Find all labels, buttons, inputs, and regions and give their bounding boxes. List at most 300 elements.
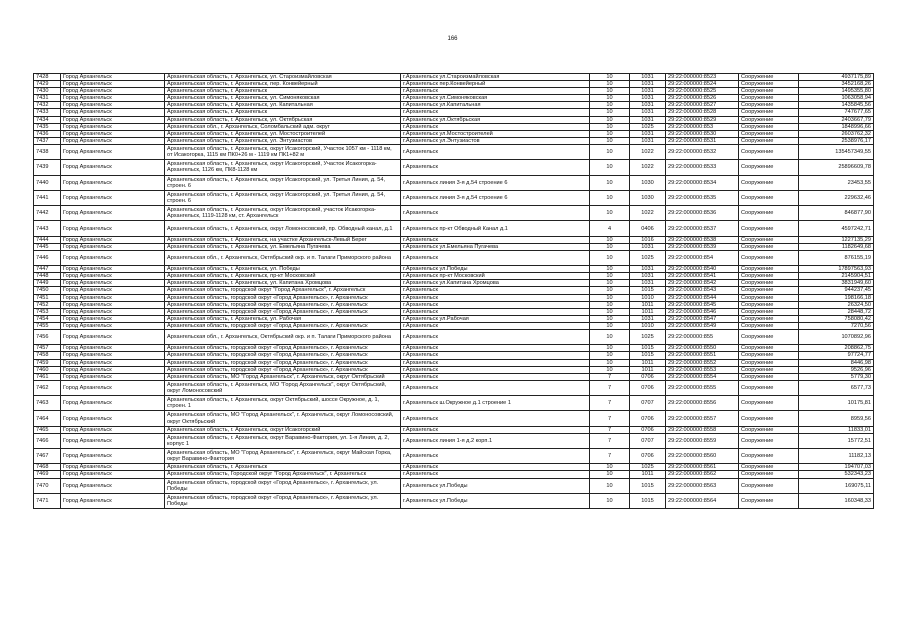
category-code-cell: 10 — [590, 144, 630, 159]
cadastral-number-cell: 29:22:000000:8561 — [666, 464, 739, 471]
table-row — [34, 433, 874, 448]
owner-cell: Город Архангельск — [61, 464, 165, 471]
cadastral-number-cell: 29:22:000000:8523 — [666, 74, 739, 81]
subcategory-code-cell: 1031 — [630, 243, 666, 250]
owner-cell: Город Архангельск — [61, 102, 165, 109]
object-type-cell: Сооружение — [739, 175, 799, 190]
amount-cell: 2145904,51 — [799, 273, 874, 280]
amount-cell: 2403667,79 — [799, 116, 874, 123]
category-code-cell: 7 — [590, 433, 630, 448]
location-cell: г.Архангельск пер.Конвейерный — [401, 81, 590, 88]
row-number-cell: 7461 — [34, 373, 61, 380]
object-type-cell: Сооружение — [739, 144, 799, 159]
cadastral-number-cell: 29:22:000000:8546 — [666, 308, 739, 315]
address-cell: Архангельская область, городской округ «Город Архангельск», г. Архангельск — [165, 301, 401, 308]
amount-cell: 1435845,56 — [799, 102, 874, 109]
table-row — [34, 464, 874, 471]
address-cell: Архангельская обл., г. Архангельск, Соломбальский адм. округ — [165, 123, 401, 130]
row-number-cell: 7439 — [34, 160, 61, 175]
location-cell: г.Архангельск ул.Мостостроителей — [401, 130, 590, 137]
table-row — [34, 123, 874, 130]
row-number-cell: 7470 — [34, 478, 61, 493]
cadastral-number-cell: 29:22:000000:8532 — [666, 144, 739, 159]
row-number-cell: 7460 — [34, 366, 61, 373]
location-cell: г.Архангельск — [401, 330, 590, 345]
table-row — [34, 273, 874, 280]
amount-cell: 532343,23 — [799, 471, 874, 478]
subcategory-code-cell: 1031 — [630, 102, 666, 109]
row-number-cell: 7467 — [34, 449, 61, 464]
cadastral-number-cell: 29:22:000000:8524 — [666, 81, 739, 88]
row-number-cell: 7450 — [34, 287, 61, 294]
subcategory-code-cell: 1031 — [630, 88, 666, 95]
amount-cell: 944237,45 — [799, 287, 874, 294]
owner-cell: Город Архангельск — [61, 95, 165, 102]
address-cell: Архангельская область, г. Архангельск, округ Ломоносовский, пр. Обводный канал, д.1 — [165, 221, 401, 236]
owner-cell: Город Архангельск — [61, 426, 165, 433]
cadastral-number-cell: 29:22:000000:8563 — [666, 478, 739, 493]
amount-cell: 160348,33 — [799, 493, 874, 508]
subcategory-code-cell: 1022 — [630, 160, 666, 175]
category-code-cell: 10 — [590, 315, 630, 322]
subcategory-code-cell: 1011 — [630, 301, 666, 308]
cadastral-number-cell: 29:22:000000:8542 — [666, 280, 739, 287]
location-cell: г.Архангельск пр-кт Обводный Канал д.1 — [401, 221, 590, 236]
address-cell: Архангельская область, г. Архангельск, на участке Архангельск-Левый Берег — [165, 236, 401, 243]
address-cell: Архангельская область, г. Архангельск, округ Варавино-Фактория, ул. 1-я Линия, д. 2, корпус 1 — [165, 433, 401, 448]
object-type-cell: Сооружение — [739, 359, 799, 366]
object-type-cell: Сооружение — [739, 308, 799, 315]
category-code-cell: 10 — [590, 102, 630, 109]
subcategory-code-cell: 1015 — [630, 345, 666, 352]
amount-cell: 8446,98 — [799, 359, 874, 366]
category-code-cell: 7 — [590, 426, 630, 433]
row-number-cell: 7448 — [34, 273, 61, 280]
address-cell: Архангельская область, г. Архангельск, пр-кт Московский — [165, 273, 401, 280]
cadastral-number-cell: 29:22:000000:8559 — [666, 433, 739, 448]
subcategory-code-cell: 1011 — [630, 471, 666, 478]
subcategory-code-cell: 1015 — [630, 287, 666, 294]
location-cell: г.Архангельск ш.Окружное д.1 строение 1 — [401, 396, 590, 411]
address-cell: Архангельская область, г. Архангельск, ул. Капитальная — [165, 102, 401, 109]
subcategory-code-cell: 0706 — [630, 411, 666, 426]
object-type-cell: Сооружение — [739, 102, 799, 109]
row-number-cell: 7465 — [34, 426, 61, 433]
owner-cell: Город Архангельск — [61, 301, 165, 308]
amount-cell: 1227135,29 — [799, 236, 874, 243]
address-cell: Архангельская область, городской округ «Город Архангельск», г. Архангельск — [165, 352, 401, 359]
amount-cell: 10175,81 — [799, 396, 874, 411]
registry-table — [33, 73, 874, 509]
category-code-cell: 10 — [590, 478, 630, 493]
table-row — [34, 137, 874, 144]
cadastral-number-cell: 29:22:000000:8537 — [666, 221, 739, 236]
category-code-cell: 7 — [590, 449, 630, 464]
location-cell: г.Архангельск — [401, 294, 590, 301]
table-row — [34, 493, 874, 508]
amount-cell: 1848996,66 — [799, 123, 874, 130]
row-number-cell: 7452 — [34, 301, 61, 308]
subcategory-code-cell: 1011 — [630, 366, 666, 373]
object-type-cell: Сооружение — [739, 315, 799, 322]
table-row — [34, 74, 874, 81]
amount-cell: 1063058,94 — [799, 95, 874, 102]
address-cell: Архангельская область, г. Архангельск, округ Исакогорский, ул. Третья Линия, д. 54, строен. 6 — [165, 175, 401, 190]
row-number-cell: 7443 — [34, 221, 61, 236]
object-type-cell: Сооружение — [739, 280, 799, 287]
cadastral-number-cell: 29:22:000000:8564 — [666, 493, 739, 508]
row-number-cell: 7446 — [34, 250, 61, 265]
owner-cell: Город Архангельск — [61, 221, 165, 236]
row-number-cell: 7463 — [34, 396, 61, 411]
row-number-cell: 7449 — [34, 280, 61, 287]
subcategory-code-cell: 0706 — [630, 373, 666, 380]
object-type-cell: Сооружение — [739, 95, 799, 102]
owner-cell: Город Архангельск — [61, 449, 165, 464]
amount-cell: 198166,18 — [799, 294, 874, 301]
owner-cell: Город Архангельск — [61, 116, 165, 123]
address-cell: Архангельская область, г. Архангельск, пер. Конвейерный — [165, 81, 401, 88]
owner-cell: Город Архангельск — [61, 471, 165, 478]
amount-cell: 194707,03 — [799, 464, 874, 471]
location-cell: г.Архангельск ул.Победы — [401, 493, 590, 508]
address-cell: Архангельская область, г. Архангельск, округ Октябрьский, шоссе Окружное, д. 1, строен. 1 — [165, 396, 401, 411]
owner-cell: Город Архангельск — [61, 330, 165, 345]
location-cell: г.Архангельск ул.Капитана Хромцова — [401, 280, 590, 287]
amount-cell: 9526,96 — [799, 366, 874, 373]
location-cell: г.Архангельск — [401, 366, 590, 373]
location-cell: г.Архангельск линия 1-я д.2 корп.1 — [401, 433, 590, 448]
row-number-cell: 7466 — [34, 433, 61, 448]
owner-cell: Город Архангельск — [61, 478, 165, 493]
owner-cell: Город Архангельск — [61, 109, 165, 116]
location-cell: г.Архангельск — [401, 109, 590, 116]
location-cell: г.Архангельск — [401, 345, 590, 352]
amount-cell: 15772,51 — [799, 433, 874, 448]
amount-cell: 135457349,55 — [799, 144, 874, 159]
table-row — [34, 243, 874, 250]
amount-cell: 26324,50 — [799, 301, 874, 308]
table-row — [34, 315, 874, 322]
subcategory-code-cell: 1010 — [630, 322, 666, 329]
category-code-cell: 7 — [590, 373, 630, 380]
row-number-cell: 7464 — [34, 411, 61, 426]
owner-cell: Город Архангельск — [61, 160, 165, 175]
owner-cell: Город Архангельск — [61, 266, 165, 273]
object-type-cell: Сооружение — [739, 88, 799, 95]
table-row — [34, 130, 874, 137]
table-row — [34, 175, 874, 190]
subcategory-code-cell: 1010 — [630, 294, 666, 301]
table-row — [34, 266, 874, 273]
address-cell: Архангельская область, МО "Город Архангельск", г. Архангельск, округ Ломоносовский, округ Октябрьский — [165, 411, 401, 426]
table-row — [34, 81, 874, 88]
cadastral-number-cell: 29:22:000000:8545 — [666, 301, 739, 308]
row-number-cell: 7459 — [34, 359, 61, 366]
location-cell: г.Архангельск ул.Победы — [401, 478, 590, 493]
category-code-cell: 7 — [590, 380, 630, 395]
category-code-cell: 10 — [590, 273, 630, 280]
amount-cell: 1070892,96 — [799, 330, 874, 345]
address-cell: Архангельская область, г. Архангельск, ул. Победы — [165, 266, 401, 273]
row-number-cell: 7453 — [34, 308, 61, 315]
row-number-cell: 7431 — [34, 95, 61, 102]
object-type-cell: Сооружение — [739, 464, 799, 471]
subcategory-code-cell: 1031 — [630, 130, 666, 137]
amount-cell: 208862,75 — [799, 345, 874, 352]
address-cell: Архангельская область, г. Архангельск — [165, 109, 401, 116]
location-cell: г.Архангельск — [401, 301, 590, 308]
address-cell: Архангельская область, МО "Город Архангельск", г. Архангельск, округ Октябрьский — [165, 373, 401, 380]
row-number-cell: 7433 — [34, 109, 61, 116]
owner-cell: Город Архангельск — [61, 74, 165, 81]
location-cell: г.Архангельск линия 3-я д.54 строение 6 — [401, 190, 590, 205]
owner-cell: Город Архангельск — [61, 190, 165, 205]
amount-cell: 5779,30 — [799, 373, 874, 380]
amount-cell: 23453,55 — [799, 175, 874, 190]
subcategory-code-cell: 1031 — [630, 95, 666, 102]
location-cell: г.Архангельск ул.Капитальная — [401, 102, 590, 109]
object-type-cell: Сооружение — [739, 411, 799, 426]
row-number-cell: 7429 — [34, 81, 61, 88]
owner-cell: Город Архангельск — [61, 493, 165, 508]
cadastral-number-cell: 29:22:000000:8550 — [666, 345, 739, 352]
category-code-cell: 10 — [590, 250, 630, 265]
address-cell: Архангельская область, г. Архангельск — [165, 464, 401, 471]
table-row — [34, 88, 874, 95]
cadastral-number-cell: 29:22:000000:8533 — [666, 160, 739, 175]
owner-cell: Город Архангельск — [61, 411, 165, 426]
amount-cell: 1182649,68 — [799, 243, 874, 250]
owner-cell: Город Архангельск — [61, 396, 165, 411]
object-type-cell: Сооружение — [739, 109, 799, 116]
address-cell: Архангельская область, городской округ «Город Архангельск», г. Архангельск, ул. Победы — [165, 493, 401, 508]
category-code-cell: 10 — [590, 345, 630, 352]
cadastral-number-cell: 29:22:000000:8536 — [666, 206, 739, 221]
cadastral-number-cell: 29:22:000000:8538 — [666, 236, 739, 243]
table-row — [34, 144, 874, 159]
owner-cell: Город Архангельск — [61, 280, 165, 287]
subcategory-code-cell: 0706 — [630, 449, 666, 464]
owner-cell: Город Архангельск — [61, 294, 165, 301]
object-type-cell: Сооружение — [739, 294, 799, 301]
category-code-cell: 10 — [590, 123, 630, 130]
owner-cell: Город Архангельск — [61, 359, 165, 366]
table-row — [34, 366, 874, 373]
address-cell: Архангельская обл., г. Архангельск, Октябрьский окр. и п. Талаги Приморского района — [165, 330, 401, 345]
owner-cell: Город Архангельск — [61, 308, 165, 315]
cadastral-number-cell: 29:22:000000:8541 — [666, 273, 739, 280]
amount-cell: 11182,13 — [799, 449, 874, 464]
object-type-cell: Сооружение — [739, 396, 799, 411]
table-row — [34, 206, 874, 221]
location-cell: г.Архангельск — [401, 449, 590, 464]
amount-cell: 1495355,80 — [799, 88, 874, 95]
address-cell: Архангельская область, г. Архангельск, округ Исакогорский, Участок 1057 км - 1118 км, от Исакогорка, 1115 км ПК0+26 м - 1119 км ПК1+82 м — [165, 144, 401, 159]
row-number-cell: 7435 — [34, 123, 61, 130]
location-cell: г.Архангельск — [401, 144, 590, 159]
amount-cell: 11833,01 — [799, 426, 874, 433]
location-cell: г.Архангельск — [401, 471, 590, 478]
location-cell: г.Архангельск — [401, 322, 590, 329]
location-cell: г.Архангельск — [401, 411, 590, 426]
subcategory-code-cell: 1025 — [630, 250, 666, 265]
table-row — [34, 301, 874, 308]
address-cell: Архангельская область, г. Архангельск, МО "Город Архангельск", округ Октябрьский, округ Ломоносовский — [165, 380, 401, 395]
table-row — [34, 478, 874, 493]
amount-cell: 846877,90 — [799, 206, 874, 221]
table-row — [34, 250, 874, 265]
owner-cell: Город Архангельск — [61, 273, 165, 280]
cadastral-number-cell: 29:22:000000:8549 — [666, 322, 739, 329]
category-code-cell: 10 — [590, 130, 630, 137]
cadastral-number-cell: 29:22:000000:8544 — [666, 294, 739, 301]
row-number-cell: 7469 — [34, 471, 61, 478]
table-row — [34, 352, 874, 359]
address-cell: Архангельская область, г. Архангельск, ул. Емельяна Пугачева — [165, 243, 401, 250]
category-code-cell: 10 — [590, 266, 630, 273]
subcategory-code-cell: 1031 — [630, 280, 666, 287]
owner-cell: Город Архангельск — [61, 352, 165, 359]
address-cell: Архангельская область, городской округ «Город Архангельск», г. Архангельск — [165, 359, 401, 366]
address-cell: Архангельская область, МО "Город Архангельск", г. Архангельск, округ Майская Горка, округ Варавино-Фактория — [165, 449, 401, 464]
subcategory-code-cell: 1025 — [630, 330, 666, 345]
subcategory-code-cell: 1031 — [630, 109, 666, 116]
cadastral-number-cell: 29:22:000000:8534 — [666, 175, 739, 190]
category-code-cell: 10 — [590, 287, 630, 294]
cadastral-number-cell: 29:22:000000:8552 — [666, 359, 739, 366]
owner-cell: Город Архангельск — [61, 287, 165, 294]
cadastral-number-cell: 29:22:000000:8554 — [666, 373, 739, 380]
subcategory-code-cell: 1031 — [630, 74, 666, 81]
cadastral-number-cell: 29:22:000000:8528 — [666, 109, 739, 116]
location-cell: г.Архангельск ул.Симоняковская — [401, 95, 590, 102]
category-code-cell: 10 — [590, 294, 630, 301]
amount-cell: 169075,11 — [799, 478, 874, 493]
cadastral-number-cell: 29:22:000000:8562 — [666, 471, 739, 478]
category-code-cell: 10 — [590, 175, 630, 190]
object-type-cell: Сооружение — [739, 116, 799, 123]
category-code-cell: 10 — [590, 280, 630, 287]
object-type-cell: Сооружение — [739, 345, 799, 352]
category-code-cell: 10 — [590, 137, 630, 144]
cadastral-number-cell: 29:22:000000:8540 — [666, 266, 739, 273]
cadastral-number-cell: 29:22:000000:855 — [666, 330, 739, 345]
row-number-cell: 7438 — [34, 144, 61, 159]
cadastral-number-cell: 29:22:000000:8558 — [666, 426, 739, 433]
table-row — [34, 109, 874, 116]
category-code-cell: 10 — [590, 236, 630, 243]
table-row — [34, 116, 874, 123]
table-row — [34, 287, 874, 294]
location-cell: г.Архангельск — [401, 88, 590, 95]
amount-cell: 28448,72 — [799, 308, 874, 315]
table-row — [34, 330, 874, 345]
table-row — [34, 396, 874, 411]
object-type-cell: Сооружение — [739, 287, 799, 294]
table-row — [34, 102, 874, 109]
subcategory-code-cell: 1031 — [630, 273, 666, 280]
location-cell: г.Архангельск ул.Емельяна Пугачева — [401, 243, 590, 250]
cadastral-number-cell: 29:22:000000:853 — [666, 123, 739, 130]
object-type-cell: Сооружение — [739, 243, 799, 250]
table-row — [34, 280, 874, 287]
category-code-cell: 10 — [590, 109, 630, 116]
subcategory-code-cell: 0706 — [630, 380, 666, 395]
object-type-cell: Сооружение — [739, 478, 799, 493]
subcategory-code-cell: 1031 — [630, 116, 666, 123]
category-code-cell: 10 — [590, 243, 630, 250]
table-row — [34, 308, 874, 315]
cadastral-number-cell: 29:22:000000:8539 — [666, 243, 739, 250]
category-code-cell: 10 — [590, 81, 630, 88]
row-number-cell: 7437 — [34, 137, 61, 144]
address-cell: Архангельская область, г. Архангельск, ул. Капитана Хромцова — [165, 280, 401, 287]
subcategory-code-cell: 1031 — [630, 81, 666, 88]
address-cell: Архангельская область, г. Архангельск, ул. Октябрьская — [165, 116, 401, 123]
row-number-cell: 7430 — [34, 88, 61, 95]
subcategory-code-cell: 1022 — [630, 206, 666, 221]
category-code-cell: 10 — [590, 471, 630, 478]
location-cell: г.Архангельск — [401, 380, 590, 395]
object-type-cell: Сооружение — [739, 471, 799, 478]
location-cell: г.Архангельск — [401, 160, 590, 175]
owner-cell: Город Архангельск — [61, 315, 165, 322]
category-code-cell: 10 — [590, 330, 630, 345]
row-number-cell: 7458 — [34, 352, 61, 359]
row-number-cell: 7432 — [34, 102, 61, 109]
cadastral-number-cell: 29:22:000000:8527 — [666, 102, 739, 109]
subcategory-code-cell: 1011 — [630, 308, 666, 315]
table-row — [34, 190, 874, 205]
row-number-cell: 7447 — [34, 266, 61, 273]
object-type-cell: Сооружение — [739, 449, 799, 464]
object-type-cell: Сооружение — [739, 250, 799, 265]
cadastral-number-cell: 29:22:000000:8543 — [666, 287, 739, 294]
object-type-cell: Сооружение — [739, 137, 799, 144]
amount-cell: 2538976,17 — [799, 137, 874, 144]
table-row — [34, 426, 874, 433]
table-row — [34, 95, 874, 102]
row-number-cell: 7445 — [34, 243, 61, 250]
owner-cell: Город Архангельск — [61, 373, 165, 380]
location-cell: г.Архангельск линия 3-я д.54 строение 6 — [401, 175, 590, 190]
cadastral-number-cell: 29:22:000000:8535 — [666, 190, 739, 205]
table-row — [34, 373, 874, 380]
address-cell: Архангельская область, городской округ «Город Архангельск», г. Архангельск — [165, 322, 401, 329]
owner-cell: Город Архангельск — [61, 243, 165, 250]
subcategory-code-cell: 0707 — [630, 433, 666, 448]
location-cell: г.Архангельск ул.Октябрьская — [401, 116, 590, 123]
category-code-cell: 10 — [590, 359, 630, 366]
subcategory-code-cell: 1031 — [630, 266, 666, 273]
location-cell: г.Архангельск — [401, 308, 590, 315]
category-code-cell: 10 — [590, 190, 630, 205]
category-code-cell: 10 — [590, 301, 630, 308]
owner-cell: Город Архангельск — [61, 88, 165, 95]
object-type-cell: Сооружение — [739, 273, 799, 280]
cadastral-number-cell: 29:22:000000:8551 — [666, 352, 739, 359]
subcategory-code-cell: 1011 — [630, 359, 666, 366]
category-code-cell: 10 — [590, 95, 630, 102]
owner-cell: Город Архангельск — [61, 366, 165, 373]
address-cell: Архангельская область, г. Архангельск, округ Исакогорский — [165, 426, 401, 433]
cadastral-number-cell: 29:22:000000:8526 — [666, 95, 739, 102]
row-number-cell: 7428 — [34, 74, 61, 81]
owner-cell: Город Архангельск — [61, 175, 165, 190]
address-cell: Архангельская область, Городской округ "Город Архангельск", г. Архангельск — [165, 471, 401, 478]
cadastral-number-cell: 29:22:000000:8525 — [666, 88, 739, 95]
